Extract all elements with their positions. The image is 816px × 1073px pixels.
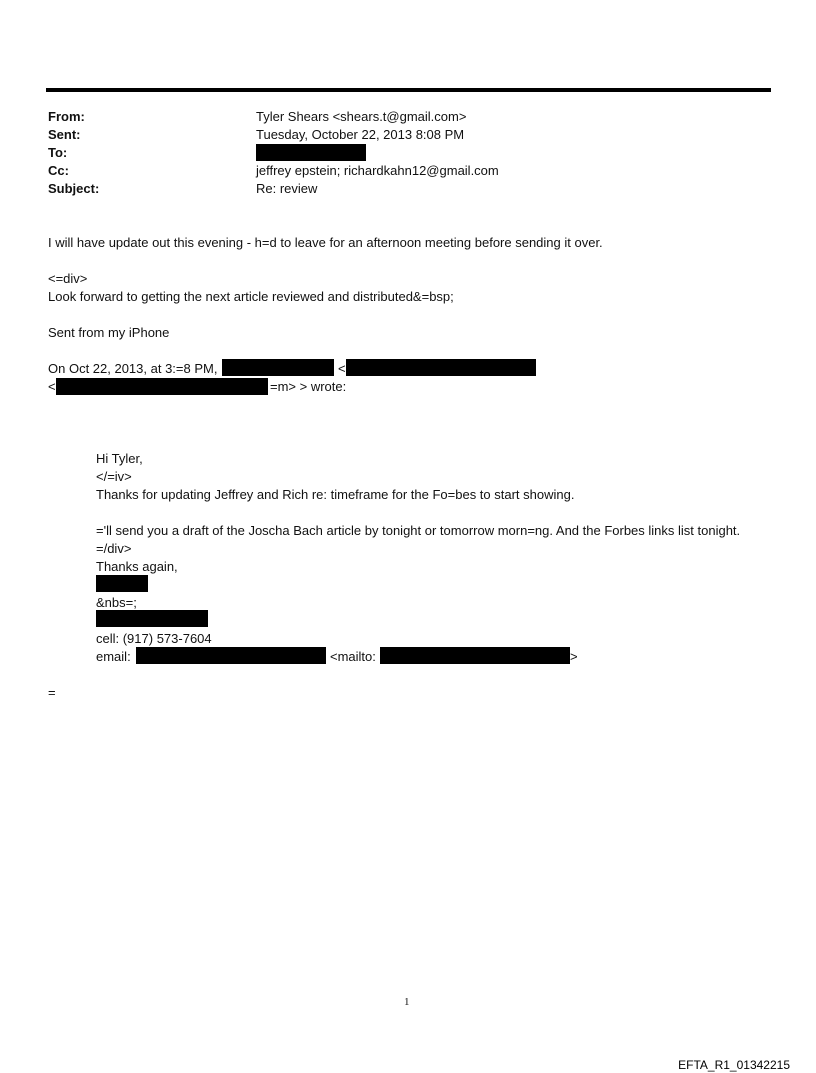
quoted-greeting: Hi Tyler, bbox=[96, 451, 143, 466]
quoted-tag-1: </=iv> bbox=[96, 469, 132, 484]
quoted-mailto-close: > bbox=[570, 649, 578, 664]
subject-label: Subject: bbox=[48, 181, 100, 196]
body-line-4: Sent from my iPhone bbox=[48, 325, 170, 340]
quoted-signoff: Thanks again, bbox=[96, 559, 178, 574]
body-line-3: Look forward to getting the next article reviewed and distributed&=bsp; bbox=[48, 289, 454, 304]
redaction-email-address bbox=[136, 647, 326, 664]
sent-value: Tuesday, October 22, 2013 8:08 PM bbox=[256, 127, 465, 142]
quoted-tag-2: =/div> bbox=[96, 541, 132, 556]
body-line-1: I will have update out this evening - h=d to leave for an afternoon meeting before sending it over. bbox=[48, 235, 603, 250]
redaction-signature-name bbox=[96, 575, 148, 592]
quote-intro-lt: < bbox=[338, 361, 346, 376]
redaction-sender-name bbox=[222, 359, 334, 376]
cc-label: Cc: bbox=[48, 163, 69, 178]
redaction-to bbox=[256, 144, 366, 161]
body-line-2: <=div> bbox=[48, 271, 88, 286]
to-label: To: bbox=[48, 145, 68, 160]
quoted-mailto: <mailto: bbox=[330, 649, 376, 664]
subject-value: Re: review bbox=[256, 181, 318, 196]
quoted-email-label: email: bbox=[96, 649, 131, 664]
redaction-signature-title bbox=[96, 610, 208, 627]
quote-intro-b-tail: =m> > wrote: bbox=[270, 379, 347, 394]
document-id: EFTA_R1_01342215 bbox=[678, 1058, 790, 1072]
quote-intro-a: On Oct 22, 2013, at 3:=8 PM, bbox=[48, 361, 218, 376]
redaction-sender-mailto bbox=[56, 378, 268, 395]
quoted-cell: cell: (917) 573-7604 bbox=[96, 631, 212, 646]
page-number: 1 bbox=[404, 996, 410, 1008]
redaction-mailto-address bbox=[380, 647, 570, 664]
quoted-nbsp: &nbs=; bbox=[96, 595, 137, 610]
sent-label: Sent: bbox=[48, 127, 81, 142]
trailing-equals: = bbox=[48, 685, 56, 700]
cc-value: jeffrey epstein; richardkahn12@gmail.com bbox=[256, 163, 499, 178]
quoted-draft-line: ='ll send you a draft of the Joscha Bach article by tonight or tomorrow morn=ng. And the Forbes links list tonight. bbox=[96, 523, 741, 538]
header-rule bbox=[46, 88, 771, 92]
quote-intro-b-lt: < bbox=[48, 379, 56, 394]
redaction-sender-email bbox=[346, 359, 536, 376]
quoted-thanks-line: Thanks for updating Jeffrey and Rich re: timeframe for the Fo=bes to start showing. bbox=[96, 487, 575, 502]
from-value: Tyler Shears <shears.t@gmail.com> bbox=[256, 109, 467, 124]
from-label: From: bbox=[48, 109, 85, 124]
